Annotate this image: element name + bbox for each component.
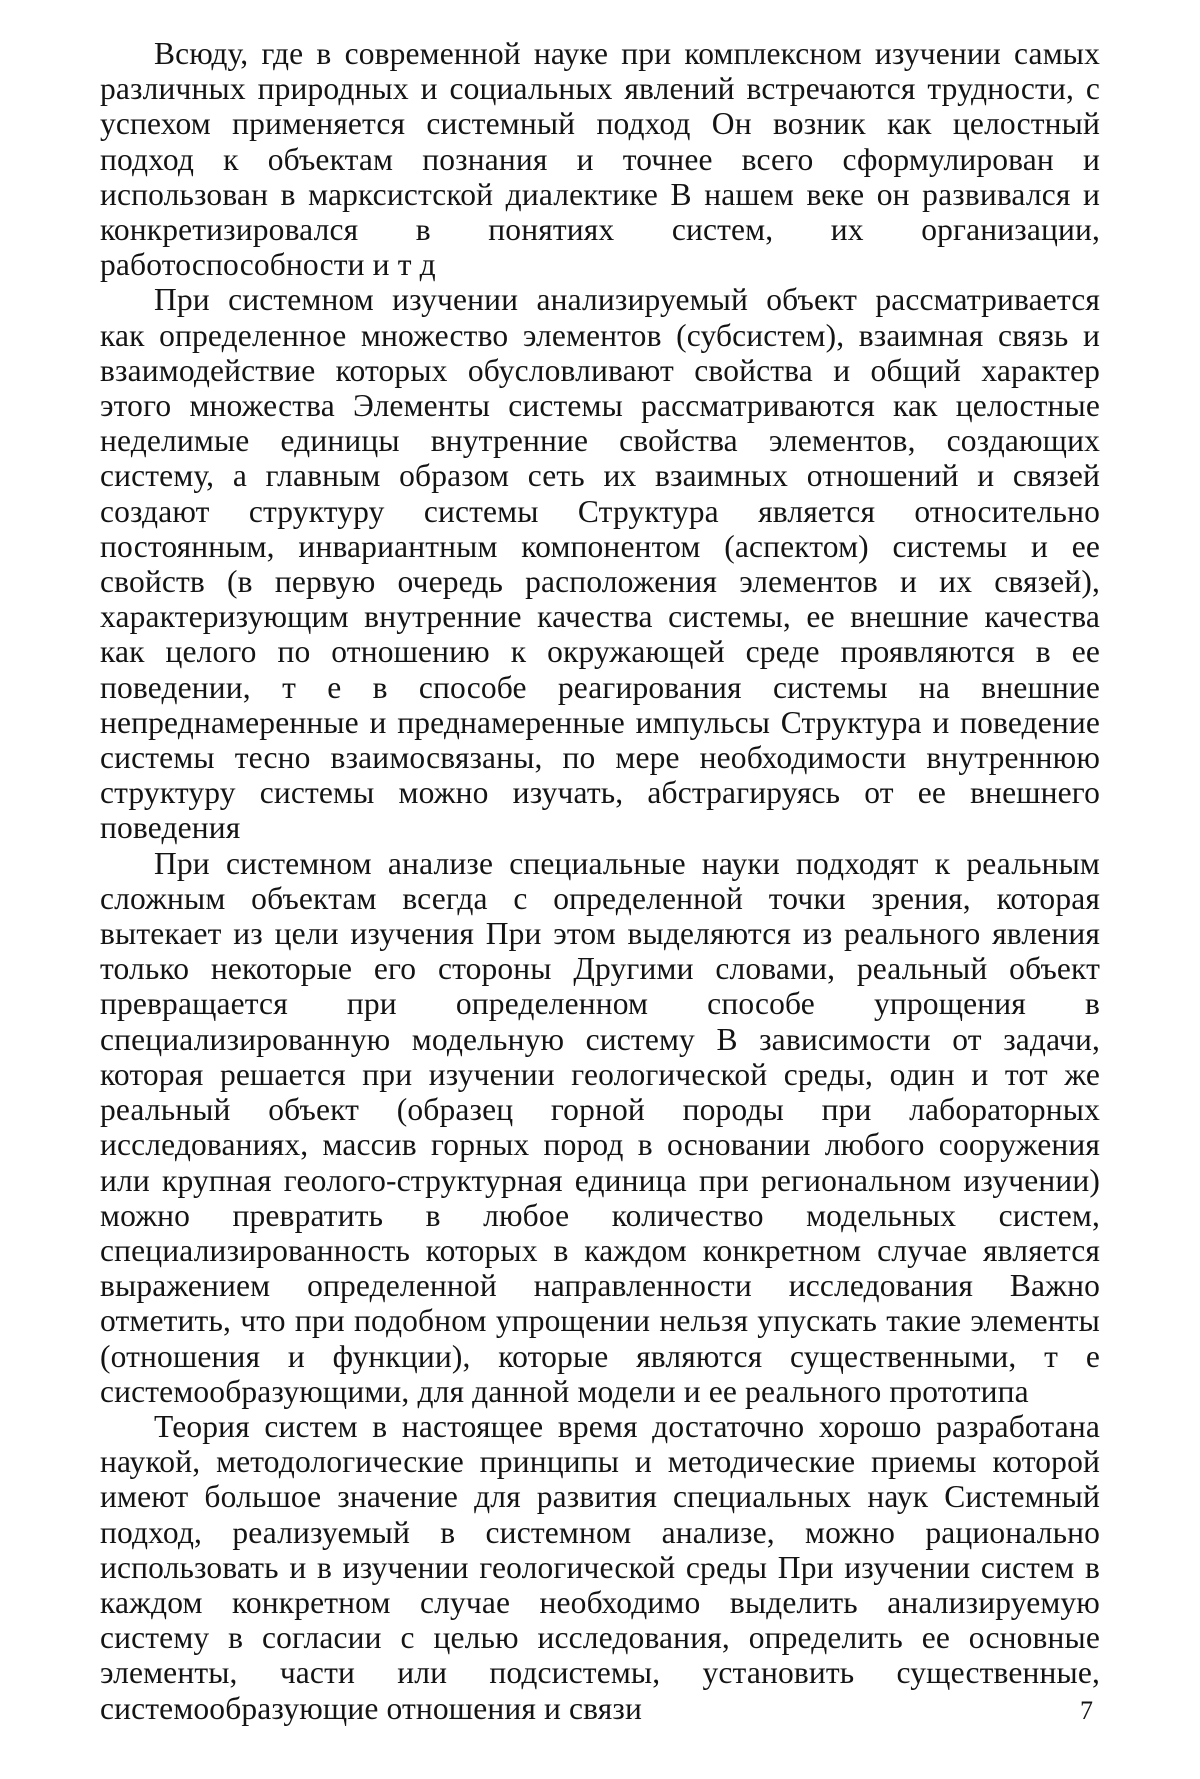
paragraph-3: При системном анализе специальные науки подходят к реальным сложным объектам всегда с определенной точки зрения, которая вытекает из цели изучения При этом выделяются из реального явления только некоторые его стороны Другими словами, реальный объект превращается при определенном способе упрощения в специализированную модельную систему В зависимости от задачи, которая решается при изучении геологической среды, один и тот же реальный объект (образец горной породы при лабораторных исследованиях, массив горных пород в основании любого сооружения или крупная геолого-структурная единица при региональном изучении) можно превратить в любое количество модельных систем, специализированность которых в каждом конкретном случае является выражением определенной направленности исследования Важно отметить, что при подобном упрощении нельзя упускать такие элементы (отношения и функции), которые являются существенными, т е системообразующими, для данной модели и ее реального прототипа [100, 846, 1100, 1409]
page-number: 7 [1080, 1696, 1093, 1726]
document-page [0, 0, 1200, 1779]
paragraph-4: Теория систем в настоящее время достаточно хорошо разработана наукой, методологические принципы и методические приемы которой имеют большое значение для развития специальных наук Системный подход, реализуемый в системном анализе, можно рационально использовать и в изучении геологической среды При изучении систем в каждом конкретном случае необходимо выделить анализируемую систему в согласии с целью исследования, определить ее основные элементы, части или подсистемы, установить существенные, системообразующие отношения и связи [100, 1409, 1100, 1726]
paragraph-1: Всюду, где в современной науке при комплексном изучении самых различных природных и социальных явлений встречаются трудности, с успехом применяется системный подход Он возник как целостный подход к объектам познания и точнее всего сформулирован и использован в марксистской диалектике В нашем веке он развивался и конкретизировался в понятиях систем, их организации, работоспособности и т д [100, 36, 1100, 282]
body-text [100, 36, 1100, 1726]
paragraph-2: При системном изучении анализируемый объект рассматривается как определенное множество элементов (субсистем), взаимная связь и взаимодействие которых обусловливают свойства и общий характер этого множества Элементы системы рассматриваются как целостные неделимые единицы внутренние свойства элементов, создающих систему, а главным образом сеть их взаимных отношений и связей создают структуру системы Структура является относительно постоянным, инвариантным компонентом (аспектом) системы и ее свойств (в первую очередь расположения элементов и их связей), характеризующим внутренние качества системы, ее внешние качества как целого по отношению к окружающей среде проявляются в ее поведении, т е в способе реагирования системы на внешние непреднамеренные и преднамеренные импульсы Структура и поведение системы тесно взаимосвязаны, по мере необходимости внутреннюю структуру системы можно изучать, абстрагируясь от ее внешнего поведения [100, 282, 1100, 845]
